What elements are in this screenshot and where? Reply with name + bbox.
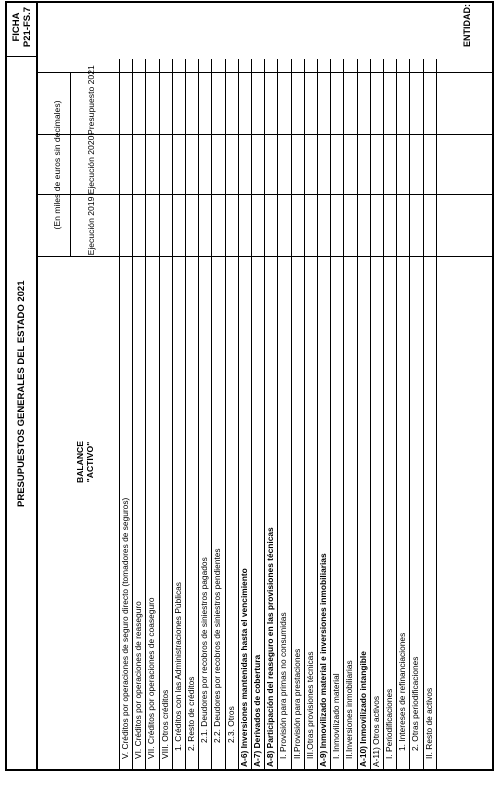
- table-row-label: VI. Créditos por operaciones de reaseguro: [133, 601, 143, 759]
- table-row-label: 2. Otras periodificaciones: [410, 656, 420, 751]
- table-row-label: VIII. Otros créditos: [160, 689, 170, 759]
- balance-heading-line2: "ACTIVO": [85, 441, 95, 483]
- column-header-ejecucion-2020: Ejecución 2020: [86, 135, 96, 195]
- table-row-label: A-8) Participación del reaseguro en las provisiones técnicas: [265, 527, 275, 767]
- table-row-label: 2.3. Otros: [226, 706, 236, 743]
- table-row-label: 2. Resto de créditos: [186, 676, 196, 751]
- table-row-label: A-10) Inmovilizado intangible: [358, 651, 368, 767]
- page-title: PRESUPUESTOS GENERALES DEL ESTADO 2021: [16, 280, 27, 507]
- table-row-label: V. Créditos por operaciones de seguro directo (tomadores de seguros): [120, 497, 130, 759]
- table-row-label: I. Periodificaciones: [384, 688, 394, 759]
- table-row-label: A-7) Derivados de cobertura: [252, 654, 262, 767]
- column-header-ejecucion-2019: Ejecución 2019: [86, 196, 96, 256]
- table-row-label: VII. Créditos por operaciones de coaseguro: [146, 597, 156, 759]
- balance-heading-line1: BALANCE: [75, 441, 85, 484]
- table-row-label: 2.2. Deudores por recobros de siniestros pendientes: [212, 548, 222, 743]
- table-row-label: I. Inmovilizado material: [331, 673, 341, 759]
- entity-label: ENTIDAD:: [462, 4, 472, 47]
- table-row-label: A-6) Inversiones mantenidas hasta el vencimiento: [239, 568, 249, 767]
- table-row-label: 2.1. Deudores por recobros de siniestros pagados: [199, 557, 209, 743]
- table-row-label: 1. Créditos con las Administraciones Públicas: [173, 582, 183, 751]
- table-row-label: 1. Intereses de refinanciaciones: [397, 632, 407, 751]
- table-row-label: II.Inversiones inmobiliarias: [344, 660, 354, 759]
- table-row-label: A-9) Inmovilizado material e inversiones inmobiliarias: [318, 553, 328, 767]
- table-row-label: A-11) Otros activos: [371, 695, 381, 767]
- column-header-presupuesto-2021: Presupuesto 2021: [86, 65, 96, 135]
- table-row-label: I. Provisión para primas no consumidas: [278, 612, 288, 759]
- table-row-label: II.Provisión para prestaciones: [292, 648, 302, 759]
- units-note: (En miles de euros sin decimales): [52, 100, 62, 230]
- row-divider: [436, 59, 437, 771]
- ficha-code-line2: P21-FS.7: [22, 6, 33, 48]
- table-row-label: III.Otras provisiones técnicas: [305, 651, 315, 759]
- table-row-label: II. Resto de activos: [424, 687, 434, 759]
- ficha-code-line1: FICHA: [11, 12, 22, 42]
